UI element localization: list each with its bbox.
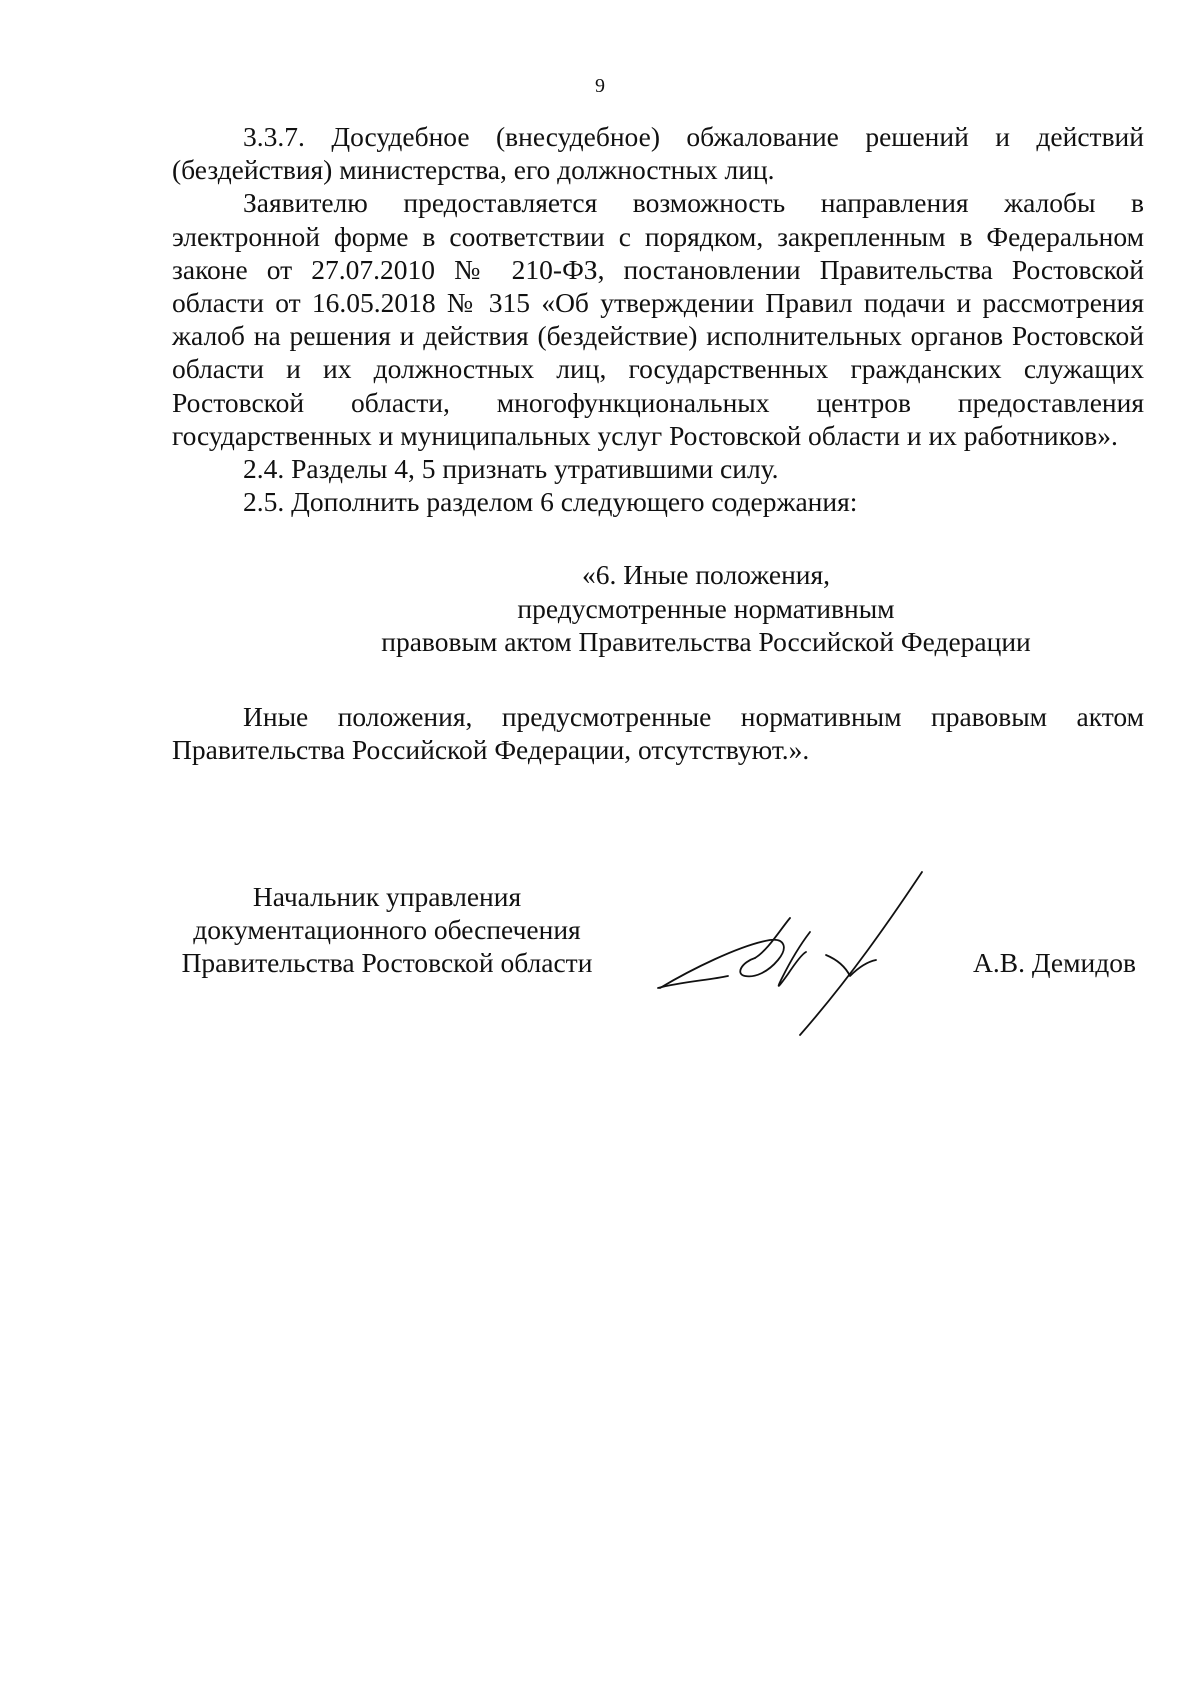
handwritten-signature — [650, 870, 930, 1040]
section-heading-line-2: предусмотренные нормативным — [517, 592, 895, 624]
signatory-name: А.В. Демидов — [973, 947, 1136, 978]
section-heading-line-1: «6. Иные положения, — [581, 559, 831, 591]
paragraph-electronic-complaint: Заявителю предоставляется возможность направления жалобы в электронной форме в соответствии с порядком, закрепленным в Федеральном законе от 27.07.2010 № 210-ФЗ, постановлении Правительства Ростовской области от 16.05.2018 № 315 «Об утверждении Правил подачи и рассмотрения жалоб на решения и действия (бездействие) исполнительных органов Ростовской области и их должностных лиц, государственных гражданских служащих Ростовской области, многофункциональных центров предоставления государственных и муниципальных услуг Ростовской области и их работников». — [172, 187, 1144, 451]
section-6-heading — [172, 558, 1144, 658]
page-number: 9 — [595, 75, 605, 97]
section-heading-line-3: правовым актом Правительства Российской Федерации — [381, 625, 1031, 657]
signature-stroke-3 — [779, 932, 810, 986]
signature-stroke-4 — [755, 918, 790, 958]
document-body — [172, 120, 1144, 766]
signatory-position-line-1: Начальник управления — [252, 881, 522, 912]
signatory-position-line-2: документационного обеспечения — [193, 914, 581, 946]
paragraph-pretrial-appeal: 3.3.7. Досудебное (внесудебное) обжалование решений и действий (бездействия) министерства, его должностных лиц. — [172, 121, 1144, 186]
signature-stroke-5 — [800, 872, 922, 1035]
paragraph-sections-repealed: 2.4. Разделы 4, 5 признать утратившими силу. — [243, 453, 779, 485]
signatory-position — [172, 880, 602, 980]
signature-stroke-1 — [660, 940, 784, 988]
paragraph-add-section-6: 2.5. Дополнить разделом 6 следующего содержания: — [243, 486, 858, 518]
signature-block — [172, 880, 1144, 1040]
paragraph-other-provisions: Иные положения, предусмотренные нормативным правовым актом Правительства Российской Федерации, отсутствуют.». — [172, 701, 1144, 766]
signatory-position-line-3: Правительства Ростовской области — [181, 947, 593, 979]
